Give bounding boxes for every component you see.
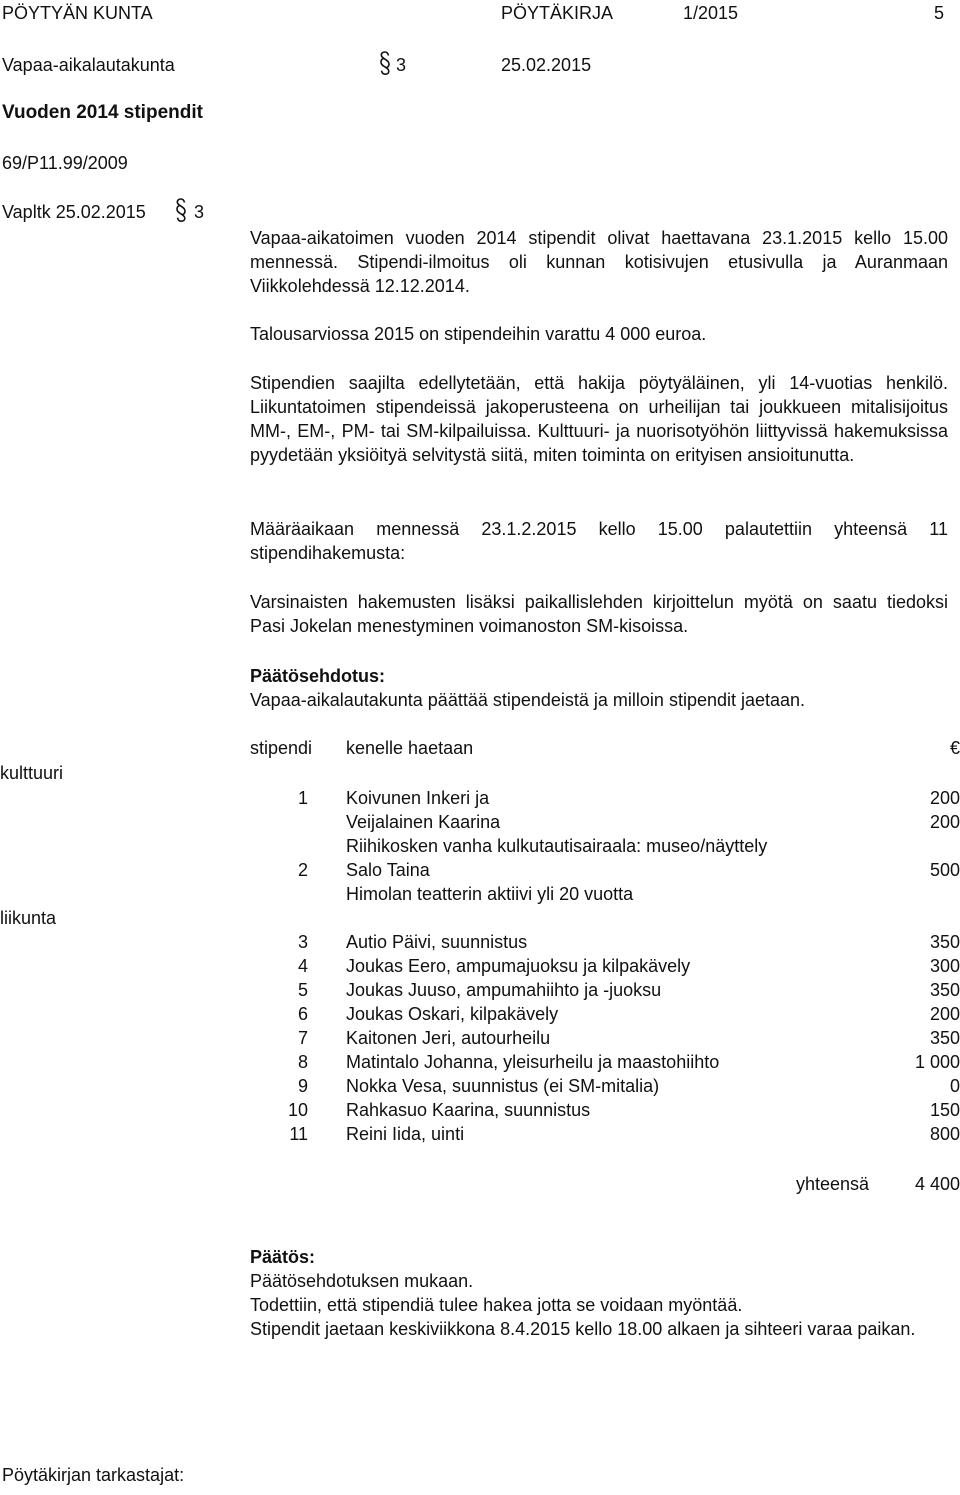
table-row <box>250 1050 960 1074</box>
amount: 200 <box>929 1004 960 1024</box>
applicant-name: Rahkasuo Kaarina, suunnistus <box>346 1100 591 1120</box>
table-row <box>250 954 960 978</box>
row-number: 7 <box>297 1028 308 1048</box>
reference-label: Vapltk 25.02.2015 <box>2 202 146 222</box>
section-sign-icon <box>378 50 392 81</box>
reviewers-label: Pöytäkirjan tarkastajat: <box>2 1465 185 1485</box>
issue-number: 1/2015 <box>683 3 739 23</box>
amount: 500 <box>929 860 960 880</box>
category-label: liikunta <box>0 908 57 928</box>
table-header-row <box>250 736 960 760</box>
applicant-name: Veijalainen Kaarina <box>346 812 501 832</box>
applicant-name: Nokka Vesa, suunnistus (ei SM-mitalia) <box>346 1076 660 1096</box>
decision-line-3: Stipendit jaetaan keskiviikkona 8.4.2015 kello 18.00 alkaen ja sihteeri varaa paikan. <box>250 1319 916 1339</box>
row-number: 5 <box>297 980 308 1000</box>
table-row <box>250 858 960 882</box>
table-row <box>250 1074 960 1098</box>
decision-line-1: Päätösehdotuksen mukaan. <box>250 1271 474 1291</box>
proposal-heading: Päätösehdotus: <box>250 666 386 686</box>
table-row <box>250 786 960 810</box>
applicant-name: Koivunen Inkeri ja <box>346 788 490 808</box>
body-paragraph-1: Vapaa-aikatoimen vuoden 2014 stipendit olivat haettavana 23.1.2015 kello 15.00 mennessä. Stipendi-ilmoitus oli kunnan kotisivujen etusivulla ja Auranmaan Viikkolehdessä 12.12.2014. <box>250 228 948 296</box>
applicant-name: Autio Päivi, suunnistus <box>346 932 528 952</box>
table-row <box>250 810 960 834</box>
amount: 350 <box>929 932 960 952</box>
diary-number: 69/P11.99/2009 <box>2 153 128 173</box>
applicant-name: Reini Iida, uinti <box>346 1124 465 1144</box>
amount: 0 <box>949 1076 960 1096</box>
applicant-name: Matintalo Johanna, yleisurheilu ja maastohiihto <box>346 1052 720 1072</box>
body-paragraph-3: Stipendien saajilta edellytetään, että hakija pöytyäläinen, yli 14-vuotias henkilö. Liikuntatoimen stipendeissä jakoperusteena on urheilijan tai joukkueen mitalisijoitus MM-, EM-, PM- tai SM-kilpailuissa. Kulttuuri- ja nuorisotyöhön liittyvissä hakemuksissa pyydetään yksiöityä selvitystä siitä, miten toiminta on erityisen ansioitunutta. <box>250 373 948 465</box>
row-number: 4 <box>297 956 308 976</box>
amount: 150 <box>929 1100 960 1120</box>
category-culture <box>0 761 710 785</box>
row-number: 3 <box>297 932 308 952</box>
table-row <box>250 834 960 858</box>
body-paragraph-2: Talousarviossa 2015 on stipendeihin varattu 4 000 euroa. <box>250 324 707 344</box>
section-number: 3 <box>396 55 407 75</box>
amount: 350 <box>929 980 960 1000</box>
amount: 800 <box>929 1124 960 1144</box>
column-header-euro: € <box>949 738 960 758</box>
amount: 200 <box>929 788 960 808</box>
applicant-name: Joukas Juuso, ampumahiihto ja -juoksu <box>346 980 662 1000</box>
amount: 300 <box>929 956 960 976</box>
amount: 1 000 <box>914 1052 960 1072</box>
decision-heading: Päätös: <box>250 1247 316 1267</box>
category-sport <box>0 906 710 930</box>
row-number: 9 <box>297 1076 308 1096</box>
reference-number: 3 <box>194 202 205 222</box>
applicant-name: Joukas Oskari, kilpakävely <box>346 1004 559 1024</box>
total-amount: 4 400 <box>914 1174 960 1194</box>
proposal-text: Vapaa-aikalautakunta päättää stipendeistä ja milloin stipendit jaetaan. <box>250 690 806 710</box>
row-number: 1 <box>297 788 308 808</box>
section-sign-glyph <box>378 50 392 76</box>
applicant-name: Riihikosken vanha kulkutautisairaala: museo/näyttely <box>346 836 768 856</box>
table-row <box>250 978 960 1002</box>
table-row <box>250 1098 960 1122</box>
decision-line-2: Todettiin, että stipendiä tulee hakea jotta se voidaan myöntää. <box>250 1295 743 1315</box>
row-number: 11 <box>289 1124 308 1144</box>
applicant-name: Joukas Eero, ampumajuoksu ja kilpakävely <box>346 956 691 976</box>
table-total-row <box>250 1172 960 1196</box>
table-row <box>250 1026 960 1050</box>
column-header-applicant: kenelle haetaan <box>346 738 474 758</box>
body-paragraph-5: Varsinaisten hakemusten lisäksi paikallislehden kirjoittelun myötä on saatu tiedoksi Pasi Jokelan menestyminen voimanoston SM-kisoissa. <box>250 592 948 636</box>
applicant-name: Salo Taina <box>346 860 430 880</box>
amount: 200 <box>929 812 960 832</box>
applicant-name: Kaitonen Jeri, autourheilu <box>346 1028 551 1048</box>
column-header-stipend: stipendi <box>250 738 313 758</box>
section-sign-icon <box>174 197 188 228</box>
body-paragraph-4: Määräaikaan mennessä 23.1.2.2015 kello 15.00 palautettiin yhteensä 11 stipendihakemusta: <box>250 519 948 563</box>
category-label: kulttuuri <box>0 763 64 783</box>
table-row <box>250 1122 960 1146</box>
row-number: 10 <box>287 1100 308 1120</box>
document-type: PÖYTÄKIRJA <box>501 3 614 23</box>
page-title: Vuoden 2014 stipendit <box>2 102 203 123</box>
table-row <box>250 930 960 954</box>
municipality-name: PÖYTYÄN KUNTA <box>2 3 153 23</box>
section-sign-glyph <box>174 197 188 223</box>
row-number: 2 <box>297 860 308 880</box>
row-number: 8 <box>297 1052 308 1072</box>
table-row <box>250 1002 960 1026</box>
committee-name: Vapaa-aikalautakunta <box>2 55 175 75</box>
row-number: 6 <box>297 1004 308 1024</box>
amount: 350 <box>929 1028 960 1048</box>
table-row <box>250 882 960 906</box>
page-number: 5 <box>934 3 945 23</box>
meeting-date: 25.02.2015 <box>501 55 592 75</box>
total-label: yhteensä <box>796 1174 870 1194</box>
applicant-name: Himolan teatterin aktiivi yli 20 vuotta <box>346 884 634 904</box>
